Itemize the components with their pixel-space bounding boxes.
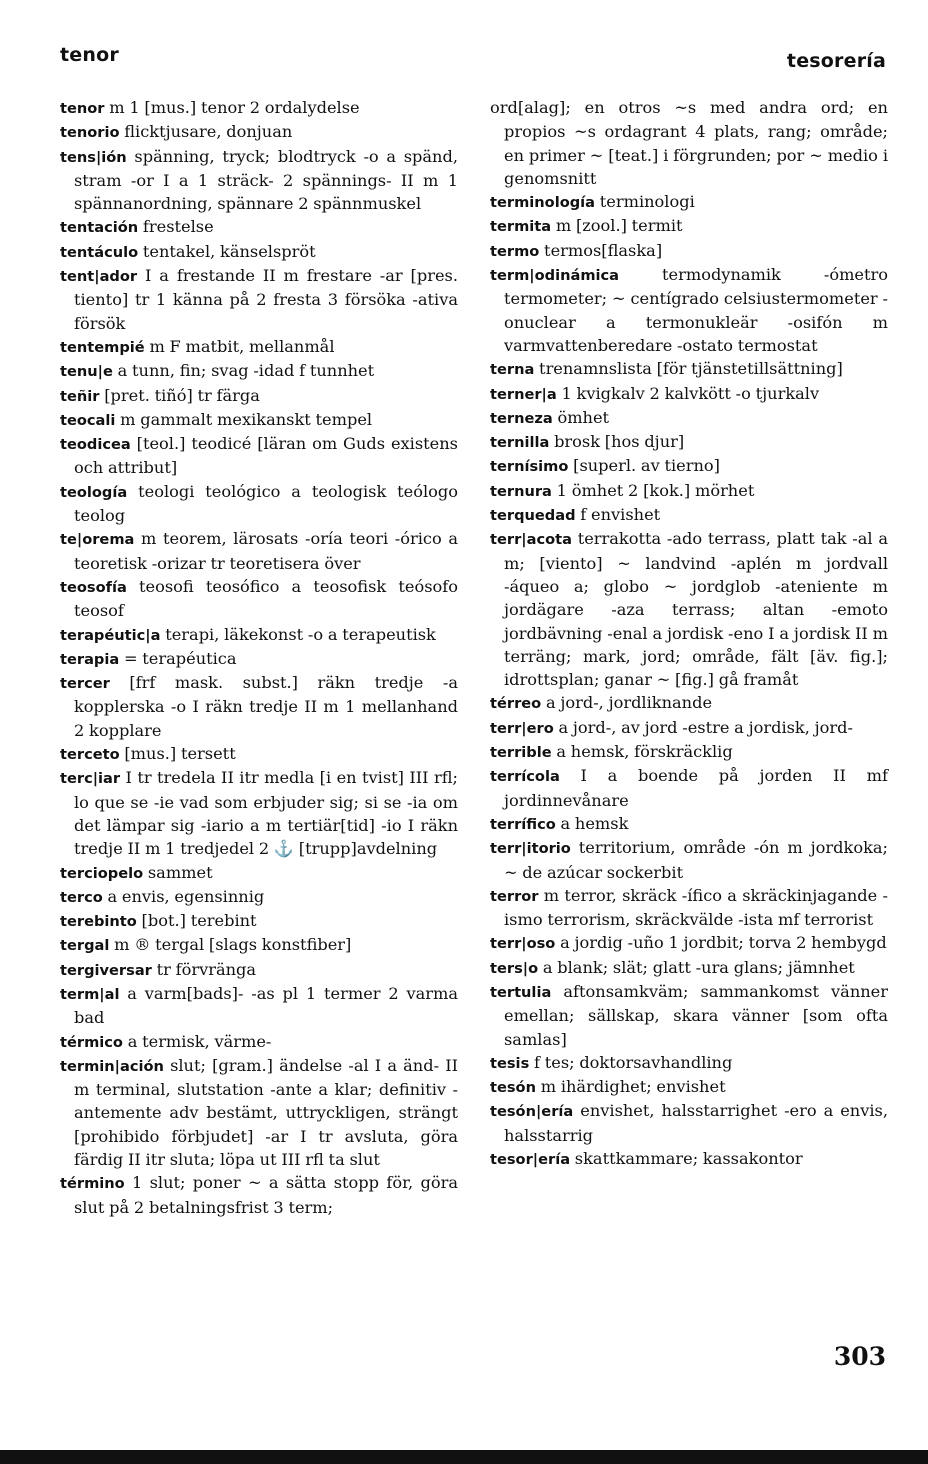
entry-definition: slut; [gram.] ändelse -al I a änd- II m terminal, slutstation -ante a klar; definitiv -antemente adv bestämt, uttryckligen, strängt [prohibido förbjudet] -ar I tr avsluta, göra färdig II itr sluta; löpa ut III rfl ta slut <box>74 1055 458 1170</box>
bottom-scan-border <box>0 1450 928 1464</box>
dictionary-entry <box>60 215 458 239</box>
entry-definition: [mus.] tersett <box>119 744 236 764</box>
entry-headword: terr|acota <box>490 531 572 549</box>
entry-definition: aftonsamkväm; sammankomst vänner emellan; sällskap, skara vänner [som ofta samlas] <box>504 981 888 1049</box>
entry-headword: teodicea <box>60 436 131 454</box>
entry-headword: terror <box>490 887 539 905</box>
dictionary-entry <box>490 382 888 406</box>
entry-definition: m [zool.] termit <box>551 216 683 236</box>
dictionary-entry <box>490 980 888 1051</box>
dictionary-entry <box>490 357 888 381</box>
entry-definition: 1 kvigkalv 2 kalvkött -o tjurkalv <box>556 383 820 403</box>
entry-definition: 1 ömhet 2 [kok.] mörhet <box>551 480 755 500</box>
dictionary-entry <box>60 909 458 933</box>
dictionary-entry <box>490 764 888 812</box>
entry-definition: a tunn, fin; svag -idad f tunnhet <box>112 361 375 381</box>
entry-headword: terapéutic|a <box>60 626 161 644</box>
dictionary-entry <box>60 96 458 120</box>
entry-headword: térmico <box>60 1033 123 1051</box>
entry-definition: [bot.] terebint <box>136 911 257 931</box>
dictionary-entry <box>60 480 458 528</box>
dictionary-entry <box>490 430 888 454</box>
entry-definition: terapi, läkekonst -o a terapeutisk <box>160 624 436 644</box>
entry-headword: tertulia <box>490 983 552 1001</box>
dictionary-entry <box>60 432 458 480</box>
dictionary-entry <box>60 958 458 982</box>
dictionary-entry <box>490 479 888 503</box>
entry-headword: terneza <box>490 409 553 427</box>
entry-headword: term|al <box>60 985 120 1003</box>
dictionary-entry <box>60 240 458 264</box>
dictionary-column-left <box>60 96 458 1219</box>
entry-headword: terna <box>490 361 535 379</box>
dictionary-entry <box>60 647 458 671</box>
dictionary-entry <box>60 575 458 623</box>
entry-definition: a jordig -uño 1 jordbit; torva 2 hembygd <box>555 933 887 953</box>
entry-definition: m gammalt mexikanskt tempel <box>115 409 373 429</box>
entry-definition: termos[flaska] <box>539 240 663 260</box>
entry-definition: f envishet <box>575 505 661 525</box>
entry-headword: tentáculo <box>60 243 139 261</box>
entry-headword: terebinto <box>60 913 137 931</box>
dictionary-entry <box>60 1171 458 1219</box>
entry-definition: termodynamik -ómetro termometer; ~ centígrado celsiustermometer -onuclear a termonukleär -osifón m varmvattenberedare -ostato termostat <box>504 265 888 355</box>
dictionary-entry <box>60 359 458 383</box>
entry-headword: terr|ero <box>490 719 554 737</box>
entry-headword: tergiversar <box>60 961 152 979</box>
dictionary-entry <box>490 1075 888 1099</box>
entry-definition: m 1 [mus.] tenor 2 ordalydelse <box>104 98 360 117</box>
entry-definition: a envis, egensinnig <box>102 886 265 906</box>
entry-definition: m teorem, lärosats -oría teori -órico a teoretisk -orizar tr teoretisera över <box>74 529 458 573</box>
entry-headword: tesor|ería <box>490 1151 571 1169</box>
entry-headword: terminología <box>490 194 596 212</box>
dictionary-entry <box>60 527 458 575</box>
dictionary-entry <box>490 503 888 527</box>
entry-headword: terc|iar <box>60 770 121 788</box>
page-number: 303 <box>833 1342 886 1371</box>
entry-headword: termo <box>490 242 540 260</box>
dictionary-entry <box>490 716 888 740</box>
dictionary-entry <box>60 885 458 909</box>
entry-definition: I a boende på jorden II mf jordinnevånare <box>504 766 888 810</box>
entry-definition: [teol.] teodicé [läran om Guds existens och attribut] <box>74 434 458 478</box>
entry-definition: = terapéutica <box>119 648 237 668</box>
entry-definition: frestelse <box>138 217 214 237</box>
entry-headword: ternísimo <box>490 458 569 476</box>
entry-headword: tentempié <box>60 338 145 356</box>
entry-definition: I a frestande II m frestare -ar [pres. tiento] tr 1 känna på 2 fresta 3 försöka -ativa försök <box>74 266 458 333</box>
dictionary-entry <box>60 933 458 957</box>
entry-definition: a jord-, av jord -estre a jordisk, jord- <box>553 717 853 737</box>
entry-headword: ters|o <box>490 959 539 977</box>
dictionary-entry <box>490 956 888 980</box>
entry-definition: a jord-, jordliknande <box>541 693 713 713</box>
running-head-right: tesorería <box>786 50 886 72</box>
entry-headword: tesón|ería <box>490 1103 574 1121</box>
entry-headword: terco <box>60 888 103 906</box>
entry-headword: terr|itorio <box>490 840 571 858</box>
entry-headword: térreo <box>490 695 542 713</box>
entry-definition: [superl. av tierno] <box>568 456 720 476</box>
dictionary-entry <box>490 406 888 430</box>
dictionary-entry <box>490 527 888 691</box>
entry-headword: terrícola <box>490 768 560 786</box>
entry-definition: teologi teológico a teologisk teólogo teolog <box>74 481 458 526</box>
dictionary-entry <box>490 884 888 932</box>
entry-definition: a termisk, värme- <box>122 1031 272 1051</box>
dictionary-entry <box>60 861 458 885</box>
entry-headword: terr|oso <box>490 935 556 953</box>
entry-headword: tesis <box>490 1054 530 1072</box>
dictionary-entry <box>60 742 458 766</box>
entry-headword: tentación <box>60 219 139 237</box>
dictionary-column-right <box>490 96 888 1171</box>
entry-definition: terminologi <box>595 192 695 212</box>
entry-definition: f tes; doktorsavhandling <box>529 1052 733 1072</box>
entry-headword: terceto <box>60 746 120 764</box>
entry-definition: tr förvränga <box>151 959 257 979</box>
dictionary-entry <box>490 836 888 884</box>
entry-headword: termita <box>490 218 552 236</box>
dictionary-entry <box>490 931 888 955</box>
entry-definition: trenamnslista [för tjänstetillsättning] <box>534 359 843 379</box>
entry-headword: tesón <box>490 1079 536 1097</box>
entry-headword: tent|ador <box>60 268 138 286</box>
entry-definition: a hemsk <box>555 813 629 833</box>
entry-headword: tenor <box>60 100 105 117</box>
dictionary-entry <box>60 408 458 432</box>
dictionary-entry <box>490 1051 888 1075</box>
dictionary-entry <box>490 691 888 715</box>
entry-headword: tenu|e <box>60 363 113 381</box>
entry-headword: terciopelo <box>60 864 144 882</box>
entry-definition: a blank; slät; glatt -ura glans; jämnhet <box>538 957 855 977</box>
dictionary-entry <box>490 812 888 836</box>
entry-headword: term|odinámica <box>490 267 620 285</box>
dictionary-entry <box>60 623 458 647</box>
entry-headword: teñir <box>60 387 100 405</box>
entry-headword: terrible <box>490 744 552 762</box>
dictionary-entry <box>60 335 458 359</box>
running-head-left: tenor <box>60 44 119 66</box>
entry-definition: a hemsk, förskräcklig <box>551 742 733 762</box>
entry-definition: a varm[bads]- -as pl 1 termer 2 varma bad <box>74 983 458 1028</box>
entry-definition: m F matbit, mellanmål <box>144 336 335 356</box>
entry-headword: terner|a <box>490 385 557 403</box>
entry-headword: tergal <box>60 937 110 955</box>
dictionary-entry <box>60 120 458 144</box>
entry-headword: tens|ión <box>60 148 127 166</box>
dictionary-entry <box>60 384 458 408</box>
entry-definition: brosk [hos djur] <box>549 432 685 452</box>
entry-headword: ternilla <box>490 434 550 452</box>
entry-definition: m ® tergal [slags konstfiber] <box>109 935 352 955</box>
entry-definition: m ihärdighet; envishet <box>535 1077 726 1097</box>
entry-headword: terapia <box>60 650 120 668</box>
dictionary-entry <box>490 214 888 238</box>
dictionary-entry <box>60 982 458 1030</box>
entry-definition: territorium, område -ón m jordkoka; ~ de azúcar sockerbit <box>504 838 888 882</box>
entry-headword: termin|ación <box>60 1057 164 1075</box>
dictionary-entry <box>60 145 458 216</box>
entry-definition: teosofi teosófico a teosofisk teósofo teosof <box>74 576 458 621</box>
dictionary-entry <box>490 454 888 478</box>
dictionary-entry <box>490 1099 888 1147</box>
entry-definition: ömhet <box>552 407 610 427</box>
entry-headword: terrífico <box>490 815 556 833</box>
entry-headword: te|orema <box>60 531 135 549</box>
dictionary-entry <box>490 96 888 190</box>
dictionary-entry <box>60 1030 458 1054</box>
entry-definition: 1 slut; poner ~ a sätta stopp för, göra slut på 2 betalningsfrist 3 term; <box>74 1173 458 1217</box>
entry-definition: flicktjusare, donjuan <box>119 122 293 142</box>
dictionary-entry <box>490 190 888 214</box>
entry-headword: término <box>60 1175 125 1193</box>
entry-headword: tenorio <box>60 124 120 142</box>
entry-headword: terquedad <box>490 507 576 525</box>
dictionary-entry <box>490 1147 888 1171</box>
entry-headword: teología <box>60 483 128 501</box>
dictionary-entry <box>60 1054 458 1171</box>
entry-definition: m terror, skräck -ífico a skräckinjagande -ismo terrorism, skräckvälde -ista mf terrorist <box>504 885 888 930</box>
dictionary-entry <box>490 740 888 764</box>
entry-definition: terrakotta -ado terrass, platt tak -al a m; [viento] ~ landvind -aplén m jordvall -áqueo a; globo ~ jordglob -ateniente m jordägare -aza terrass; altan -emoto jordbävning -enal a jordisk -eno I a jordisk II m terräng; mark, jord; område, fält [äv. fig.]; idrottsplan; ganar ~ [fig.] gå framåt <box>504 529 888 690</box>
entry-definition: skattkammare; kassakontor <box>570 1149 803 1169</box>
dictionary-entry <box>60 671 458 742</box>
dictionary-entry <box>490 239 888 263</box>
entry-headword: ternura <box>490 482 552 500</box>
dictionary-entry <box>490 263 888 357</box>
dictionary-entry <box>60 264 458 335</box>
entry-definition: spänning, tryck; blodtryck -o a spänd, stram -or I a 1 sträck- 2 spännings- II m 1 spännanordning, spännare 2 spännmuskel <box>74 146 458 214</box>
entry-headword: tercer <box>60 675 110 693</box>
entry-definition: ord[alag]; en otros ~s med andra ord; en propios ~s ordagrant 4 plats, rang; område; en primer ~ [teat.] i förgrunden; por ~ medio i genomsnitt <box>490 98 888 188</box>
entry-definition: tentakel, känselspröt <box>138 241 316 261</box>
entry-headword: teocali <box>60 411 116 429</box>
entry-definition: I tr tredela II itr medla [i en tvist] III rfl; lo que se -ie vad som erbjuder sig; si se -ia om det lämpar sig -iario a m tertiär[tid] -io I räkn tredje II m 1 tredjedel 2 ⚓ [trupp]avdelning <box>74 768 458 859</box>
dictionary-entry <box>60 766 458 860</box>
entry-headword: teosofía <box>60 578 127 596</box>
entry-definition: envishet, halsstarrighet -ero a envis, halsstarrig <box>504 1101 888 1145</box>
entry-definition: [pret. tiñó] tr färga <box>99 385 260 405</box>
entry-definition: sammet <box>143 862 213 882</box>
entry-definition: [frf mask. subst.] räkn tredje -a kopplerska -o I räkn tredje II m 1 mellanhand 2 kopplare <box>74 673 458 740</box>
